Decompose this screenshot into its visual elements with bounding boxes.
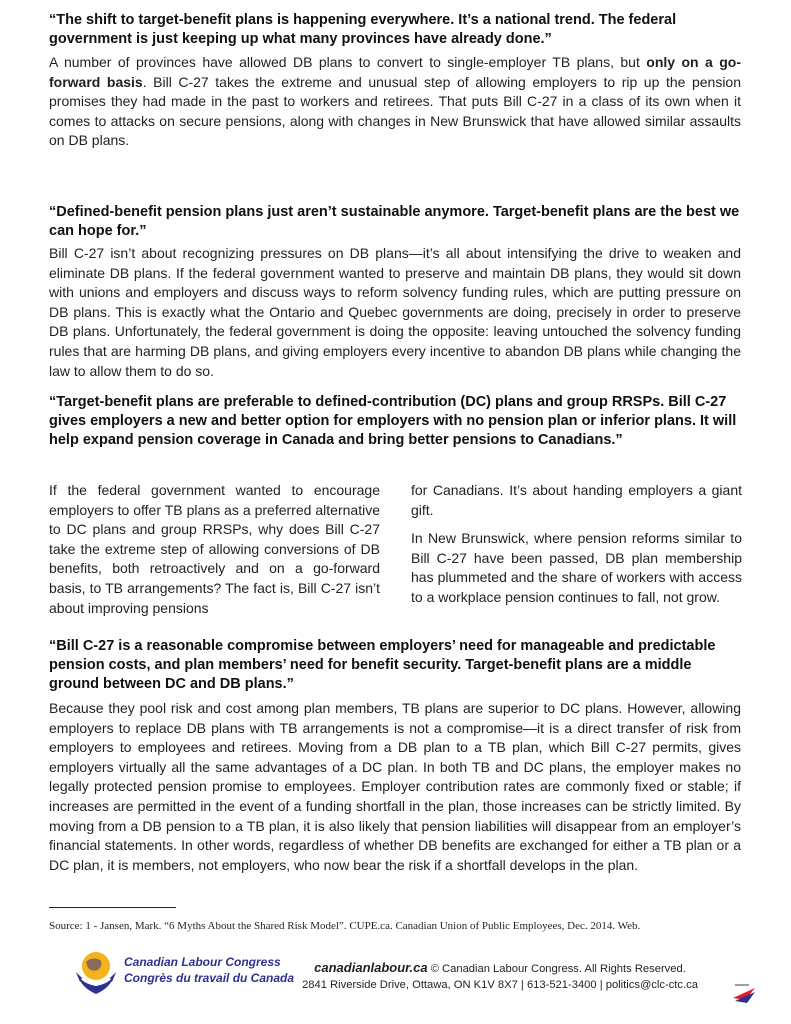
source-footnote: Source: 1 - Jansen, Mark. “6 Myths About the Shared Risk Model”. CUPE.ca. Canadian Union of Public Employees, Dec. 2014. Web. — [49, 920, 641, 932]
column-paragraph: for Canadians. It’s about handing employers a giant gift. — [411, 482, 742, 518]
myth-heading-4: “Bill C-27 is a reasonable compromise between employers’ need for manageable and predictable pension costs, and plan members’ need for benefit security. Target-benefit plans are a middle ground between DC and DB plans.” — [49, 638, 716, 692]
website-link[interactable]: canadianlabour.ca — [314, 960, 428, 975]
myth-heading-2: “Defined-benefit pension plans just aren’t sustainable anymore. Target-benefit plans are the best we can hope for.” — [49, 204, 740, 239]
rebuttal-paragraph-1 — [49, 53, 741, 151]
clc-logo — [74, 948, 295, 998]
column-paragraph: In New Brunswick, where pension reforms similar to Bill C-27 have been passed, DB plan membership has plummeted and the share of workers with access to a workplace pension continues to fall, not grow. — [411, 530, 742, 605]
clc-globe-hands-logo-icon — [74, 948, 118, 998]
rebuttal-paragraph-2: Bill C-27 isn’t about recognizing pressures on DB plans—it’s all about intensifying the drive to weaken and eliminate DB plans. If the federal government wanted to preserve and maintain DB plans, they would sit down with unions and employers and discuss ways to reform solvency funding rules, which are putting pressure on DB plans. This is exactly what the Ontario and Quebec governments are doing, precisely in order to preserve DB plans. Unfortunately, the federal government is doing the opposite: leaving untouched the solvency funding rules that are harming DB plans, and giving employers every incentive to abandon DB plans while changing the law to allow them to do so. — [49, 245, 741, 379]
rebuttal-text: . Bill C-27 takes the extreme and unusual step of allowing employers to rip up the pension promises they had made in the past to workers and retirees. That puts Bill C-27 in a class of its own when it comes to attacks on secure pensions, along with changes in New Brunswick that have allowed similar assaults on DB plans. — [49, 73, 741, 149]
copyright-text: © Canadian Labour Congress. All Rights Reserved. — [427, 963, 686, 975]
myth-heading-3: “Target-benefit plans are preferable to defined-contribution (DC) plans and group RRSPs. Bill C-27 gives employers a new and better option for employers with no pension plan or inferior plans. It will help expand pension coverage in Canada and bring better pensions to Canadians.” — [49, 394, 737, 448]
campaign-badge-icon — [731, 982, 757, 1006]
footer-address: 2841 Riverside Drive, Ottawa, ON K1V 8X7 | 613-521-3400 | politics@clc-ctc.ca — [302, 979, 698, 991]
footnote-divider — [49, 907, 176, 908]
column-paragraph: If the federal government wanted to encourage employers to offer TB plans as a preferred alternative to DC plans and group RRSPs, why does Bill C-27 take the extreme step of allowing conversions of DB benefits, both retroactively and on a go-forward basis, to TB arrangements? The fact is, Bill C-27 isn’t about improving pensions — [49, 482, 380, 616]
logo-wordmark — [124, 954, 294, 986]
rebuttal-paragraph-4: Because they pool risk and cost among plan members, TB plans are superior to DC plans. However, allowing employers to replace DB plans with TB arrangements is not a compromise—it is a direct transfer of risk from employers to employees and retirees. Moving from a DB plan to a TB plan, which Bill C-27 permits, gives employers virtually all the same advantages of a DC plan. In both TB and DC plans, the employer makes no legally protected pension promise to employees. Employer contribution rates are commonly fixed or stable; if increases are permitted in the event of a funding shortfall in the plan, those increases can be strictly limited. By moving from a DB pension to a TB plan, it is also likely that pension liabilities will disappear from an employer’s financial statements. In other words, regardless of whether DB benefits are exchanged for either a TB plan or a DC plan, it is members, not employers, who now bear the risk if a shortfall develops in the plan. — [49, 700, 741, 873]
emphasis-text: only on a go-forward basis — [49, 54, 742, 90]
logo-name-en: Canadian Labour Congress — [124, 955, 281, 969]
rebuttal-column-right — [411, 481, 742, 617]
logo-name-fr: Congrès du travail du Canada — [124, 971, 295, 985]
page-footer — [280, 960, 720, 993]
footer-line-1 — [280, 960, 720, 977]
rebuttal-text: A number of provinces have allowed DB plans to convert to single-employer TB plans, but — [49, 54, 647, 70]
myth-heading-1: “The shift to target-benefit plans is happening everywhere. It’s a national trend. The federal government is just keeping up what many provinces have already done.” — [49, 12, 677, 47]
rebuttal-column-left — [49, 481, 380, 627]
